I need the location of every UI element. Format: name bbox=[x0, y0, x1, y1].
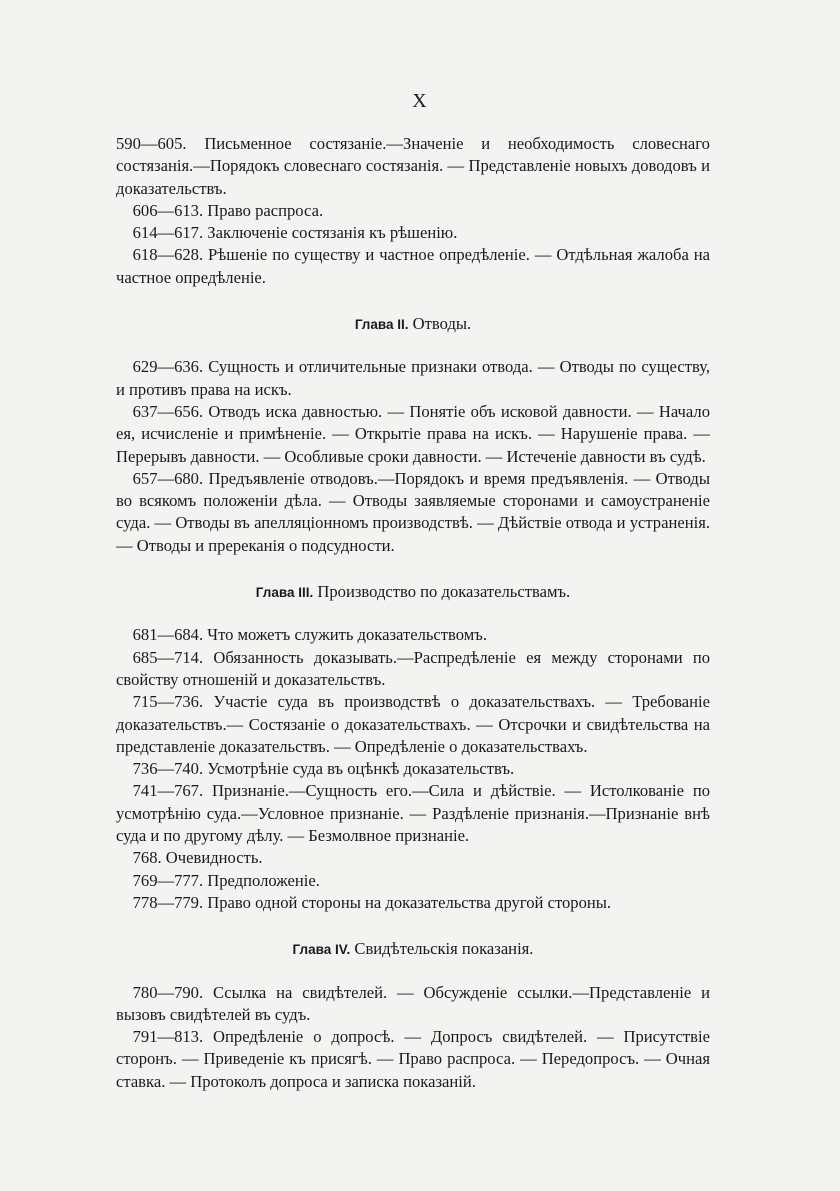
toc-entry bbox=[116, 244, 710, 289]
entry-range: 791—813. bbox=[132, 1027, 204, 1047]
entry-text: Право одной стороны на доказательства другой стороны. bbox=[207, 892, 612, 912]
entry-text: Участіе суда въ производствѣ о доказательствахъ. — Требованіе доказательствъ.— Состязаніе о доказательствахъ. — Отсрочки и свидѣтельства на представленіе доказательствъ. — Опредѣленіе о доказательствахъ. bbox=[116, 692, 710, 756]
entry-range: 780—790. bbox=[132, 982, 204, 1002]
entry-text: Право распроса. bbox=[207, 200, 324, 220]
chapter-label: Глава III. bbox=[255, 585, 314, 601]
entry-text: Письменное состязаніе.—Значеніе и необходимость словеснаго состязанія.—Порядокъ словеснаго состязанія. — Представленіе новыхъ доводовъ и доказательствъ. bbox=[116, 134, 710, 198]
toc-entry bbox=[116, 1026, 710, 1093]
chapter-heading bbox=[116, 938, 710, 961]
entry-range: 681—684. bbox=[132, 625, 204, 645]
toc-entry bbox=[116, 870, 710, 892]
chapter-title: Производство по доказательствамъ. bbox=[317, 582, 571, 602]
chapter-title: Свидѣтельскія показанія. bbox=[354, 939, 534, 959]
chapter-label: Глава IV. bbox=[292, 942, 351, 958]
toc-entry bbox=[116, 356, 710, 401]
toc-entry bbox=[116, 691, 710, 758]
entry-range: 736—740. bbox=[132, 759, 204, 779]
toc-entry bbox=[116, 468, 710, 557]
toc-entry bbox=[116, 780, 710, 847]
entry-text: Опредѣленіе о допросѣ. — Допросъ свидѣтелей. — Присутствіе сторонъ. — Приведеніе къ присягѣ. — Право распроса. — Передопросъ. — Очная ставка. — Протоколъ допроса и записка показаній. bbox=[116, 1027, 710, 1091]
entry-text: Ссылка на свидѣтелей. — Обсужденіе ссылки.—Представленіе и вызовъ свидѣтелей въ судъ. bbox=[116, 982, 710, 1024]
entry-text: Предположеніе. bbox=[207, 870, 320, 890]
toc-entry bbox=[116, 758, 710, 780]
entry-text: Рѣшеніе по существу и частное опредѣленіе. — Отдѣльная жалоба на частное опредѣленіе. bbox=[116, 245, 710, 287]
entry-text: Что можетъ служить доказательствомъ. bbox=[207, 625, 487, 645]
toc-entry bbox=[116, 401, 710, 468]
entry-range: 741—767. bbox=[132, 781, 204, 801]
entry-text: Обязанность доказывать.—Распредѣленіе ея между сторонами по свойству отношеній и доказательствъ. bbox=[116, 647, 711, 689]
entry-text: Сущность и отличительные признаки отвода. — Отводы по существу, и противъ права на искъ. bbox=[116, 357, 710, 399]
entry-range: 629—636. bbox=[132, 357, 204, 377]
chapter-label: Глава II. bbox=[354, 317, 409, 333]
toc-entry bbox=[116, 133, 710, 200]
toc-entry bbox=[116, 200, 710, 222]
table-of-contents bbox=[116, 133, 710, 1093]
entry-text: Признаніе.—Сущность его.—Сила и дѣйствіе. — Истолкованіе по усмотрѣнію суда.—Условное признаніе. — Раздѣленіе признанія.—Признаніе внѣ суда и по другому дѣлу. — Безмолвное признаніе. bbox=[116, 781, 710, 846]
chapter-title: Отводы. bbox=[412, 314, 472, 334]
entry-range: 685—714. bbox=[132, 647, 204, 667]
entry-text: Заключеніе состязанія къ рѣшенію. bbox=[207, 223, 458, 243]
toc-entry bbox=[116, 982, 710, 1027]
entry-text: Усмотрѣніе суда въ оцѣнкѣ доказательствъ. bbox=[207, 759, 515, 779]
entry-range: 606—613. bbox=[132, 200, 204, 220]
entry-range: 769—777. bbox=[132, 870, 204, 890]
entry-range: 614—617. bbox=[132, 223, 204, 243]
entry-range: 590—605. bbox=[116, 134, 187, 153]
chapter-heading bbox=[116, 581, 710, 604]
entry-text: Предъявленіе отводовъ.—Порядокъ и время предъявленія. — Отводы во всякомъ положеніи дѣла. — Отводы заявляемые сторонами и самоустраненіе суда. — Отводы въ апелляціонномъ производствѣ. — Дѣйствіе отвода и устраненія. — Отводы и пререканія о подсудности. bbox=[116, 468, 710, 555]
toc-entry bbox=[116, 892, 710, 914]
chapter-heading bbox=[116, 313, 710, 336]
entry-range: 715—736. bbox=[132, 692, 204, 712]
toc-entry bbox=[116, 624, 710, 646]
toc-entry bbox=[116, 647, 710, 692]
entry-range: 657—680. bbox=[132, 468, 204, 488]
entry-text: Очевидность. bbox=[165, 848, 263, 868]
toc-entry bbox=[116, 222, 710, 244]
entry-text: Отводъ иска давностью. — Понятіе объ исковой давности. — Начало ея, исчисленіе и примѣненіе. — Открытіе права на искъ. — Нарушеніе права. — Перерывъ давности. — Особливые сроки давности. — Истеченіе давности въ судѣ. bbox=[116, 401, 710, 466]
entry-range: 618—628. bbox=[132, 245, 204, 265]
toc-entry bbox=[116, 847, 710, 869]
entry-range: 637—656. bbox=[132, 401, 204, 421]
entry-range: 778—779. bbox=[132, 892, 204, 912]
page-number: X bbox=[412, 90, 428, 112]
entry-range: 768. bbox=[132, 848, 162, 868]
